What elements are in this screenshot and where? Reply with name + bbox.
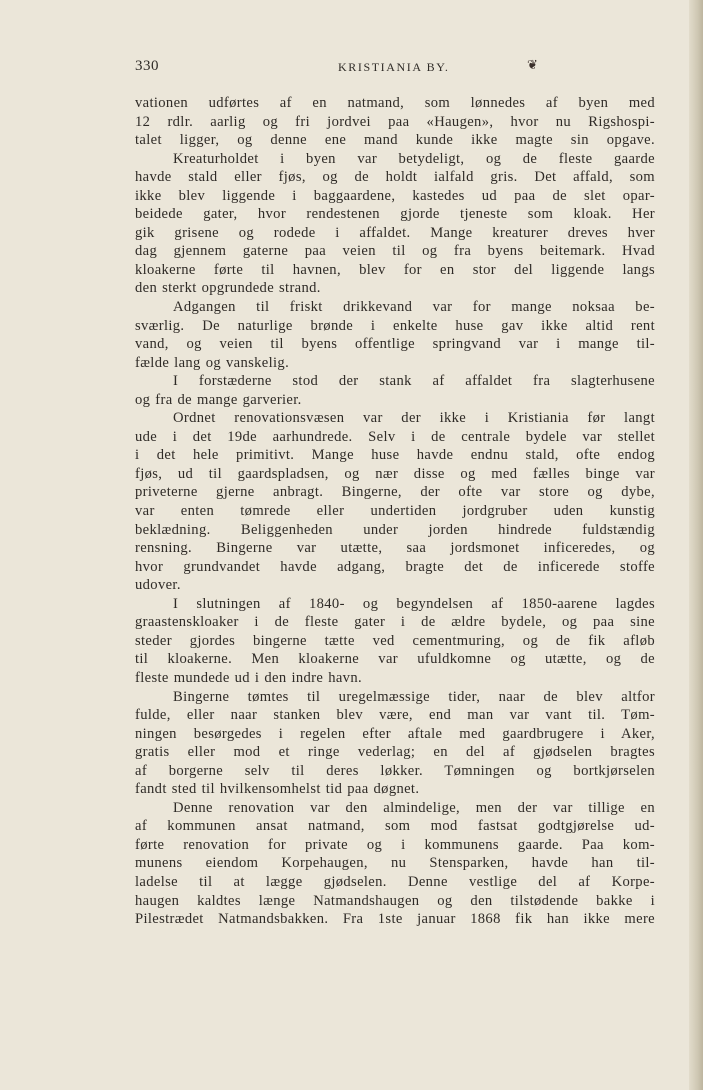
text-line: beidede gater, hvor rendestenen gjorde tjeneste som kloak. Her <box>135 206 655 223</box>
text-line: priveterne gjerne anbragt. Bingerne, der ofte var store og dybe, <box>135 484 655 501</box>
text-line: Pilestrædet Natmandsbakken. Fra 1ste januar 1868 fik han ikke mere <box>135 911 655 928</box>
page-header <box>135 58 655 82</box>
text-line: gratis eller mod et ringe vederlag; en del af gjødselen bragtes <box>135 744 655 761</box>
text-line: fælde lang og vanskelig. <box>135 354 290 371</box>
text-line: var enten tømrede eller undertiden jordgruber uden kunstig <box>135 503 655 520</box>
text-line: i det hele primitivt. Mange huse havde endnu stald, ofte endog <box>135 447 655 464</box>
text-line: gik grisene og rodede i affaldet. Mange kreaturer dreves hver <box>135 224 655 241</box>
text-line: ningen besørgedes i regelen efter aftale med gaardbrugere i Aker, <box>135 725 655 742</box>
running-head: KRISTIANIA BY. <box>338 60 450 74</box>
text-line: I slutningen af 1840- og begyndelsen af 1850-aarene lagdes <box>173 595 655 612</box>
text-line: fjøs, ud til gaardspladsen, og nær disse og med fælles binge var <box>135 465 655 482</box>
text-line: haugen kaldtes længe Natmandshaugen og den tilstødende bakke i <box>135 892 655 909</box>
text-line: ladelse til at lægge gjødselen. Denne vestlige del af Korpe- <box>135 873 655 890</box>
text-line: ude i det 19de aarhundrede. Selv i de centrale bydele var stellet <box>135 428 655 445</box>
text-line: kloakerne førte til havnen, blev for en stor del liggende langs <box>135 261 655 278</box>
text-line: I forstæderne stod der stank af affaldet fra slagterhusene <box>173 373 655 390</box>
page-number: 330 <box>135 58 159 74</box>
text-line: og fra de mange garverier. <box>135 391 302 408</box>
text-line: hvor grundvandet havde adgang, bragte det de inficerede stoffe <box>135 558 655 575</box>
text-line: sværlig. De naturlige brønde i enkelte huse gav ikke altid rent <box>135 317 655 334</box>
text-line: munens eiendom Korpehaugen, nu Stensparken, havde han til- <box>135 855 655 872</box>
text-line: førte renovation for private og i kommunens gaarde. Paa kom- <box>135 836 655 853</box>
page-edge <box>689 0 703 1090</box>
text-line: af borgerne selv til deres løkker. Tømningen og bortkjørselen <box>135 762 655 779</box>
text-line: af kommunen ansat natmand, som mod fastsat godtgjørelse ud- <box>135 818 655 835</box>
text-line: talet ligger, og denne ene mand kunde ikke magte sin opgave. <box>135 132 655 149</box>
text-line: ikke blev liggende i baggaardene, kastedes ud paa de slet opar- <box>135 187 655 204</box>
text-line: steder gjordes bingerne tætte ved cementmuring, og de fik afløb <box>135 632 655 649</box>
text-line: graastenskloaker i de fleste gater i de ældre bydele, og paa sine <box>135 614 655 631</box>
text-line: udover. <box>135 577 181 594</box>
text-line: Ordnet renovationsvæsen var der ikke i Kristiania før langt <box>173 410 655 427</box>
text-line: dag gjennem gaterne paa veien til og fra byens beitemark. Hvad <box>135 243 655 260</box>
body-text <box>135 94 655 929</box>
text-line: vand, og veien til byens offentlige springvand var i mange til- <box>135 336 655 353</box>
text-line: Kreaturholdet i byen var betydeligt, og de fleste gaarde <box>173 150 655 167</box>
text-line: vationen udførtes af en natmand, som lønnedes af byen med <box>135 95 655 111</box>
text-line: fandt sted til hvilkensomhelst tid paa døgnet. <box>135 781 420 798</box>
text-line: rensning. Bingerne var utætte, saa jordsmonet inficeredes, og <box>135 540 655 557</box>
text-line: fleste mundede ud i den indre havn. <box>135 669 362 686</box>
text-line: den sterkt opgrundede strand. <box>135 280 321 297</box>
ornament-icon: ❦ <box>527 58 538 73</box>
text-line: 12 rdlr. aarlig og fri jordvei paa «Haugen», hvor nu Rigshospi- <box>135 113 655 130</box>
text-line: havde stald eller fjøs, og de holdt ialfald gris. Det affald, som <box>135 169 655 186</box>
text-line: til kloakerne. Men kloakerne var ufuldkomne og utætte, og de <box>135 651 655 668</box>
text-line: beklædning. Beliggenheden under jorden hindrede fuldstændig <box>135 521 655 538</box>
text-line: Denne renovation var den almindelige, men der var tillige en <box>173 799 655 816</box>
text-line: Adgangen til friskt drikkevand var for mange noksaa be- <box>173 299 655 316</box>
text-line: Bingerne tømtes til uregelmæssige tider, naar de blev altfor <box>173 688 655 705</box>
text-line: fulde, eller naar stanken blev være, end man var vant til. Tøm- <box>135 707 655 724</box>
